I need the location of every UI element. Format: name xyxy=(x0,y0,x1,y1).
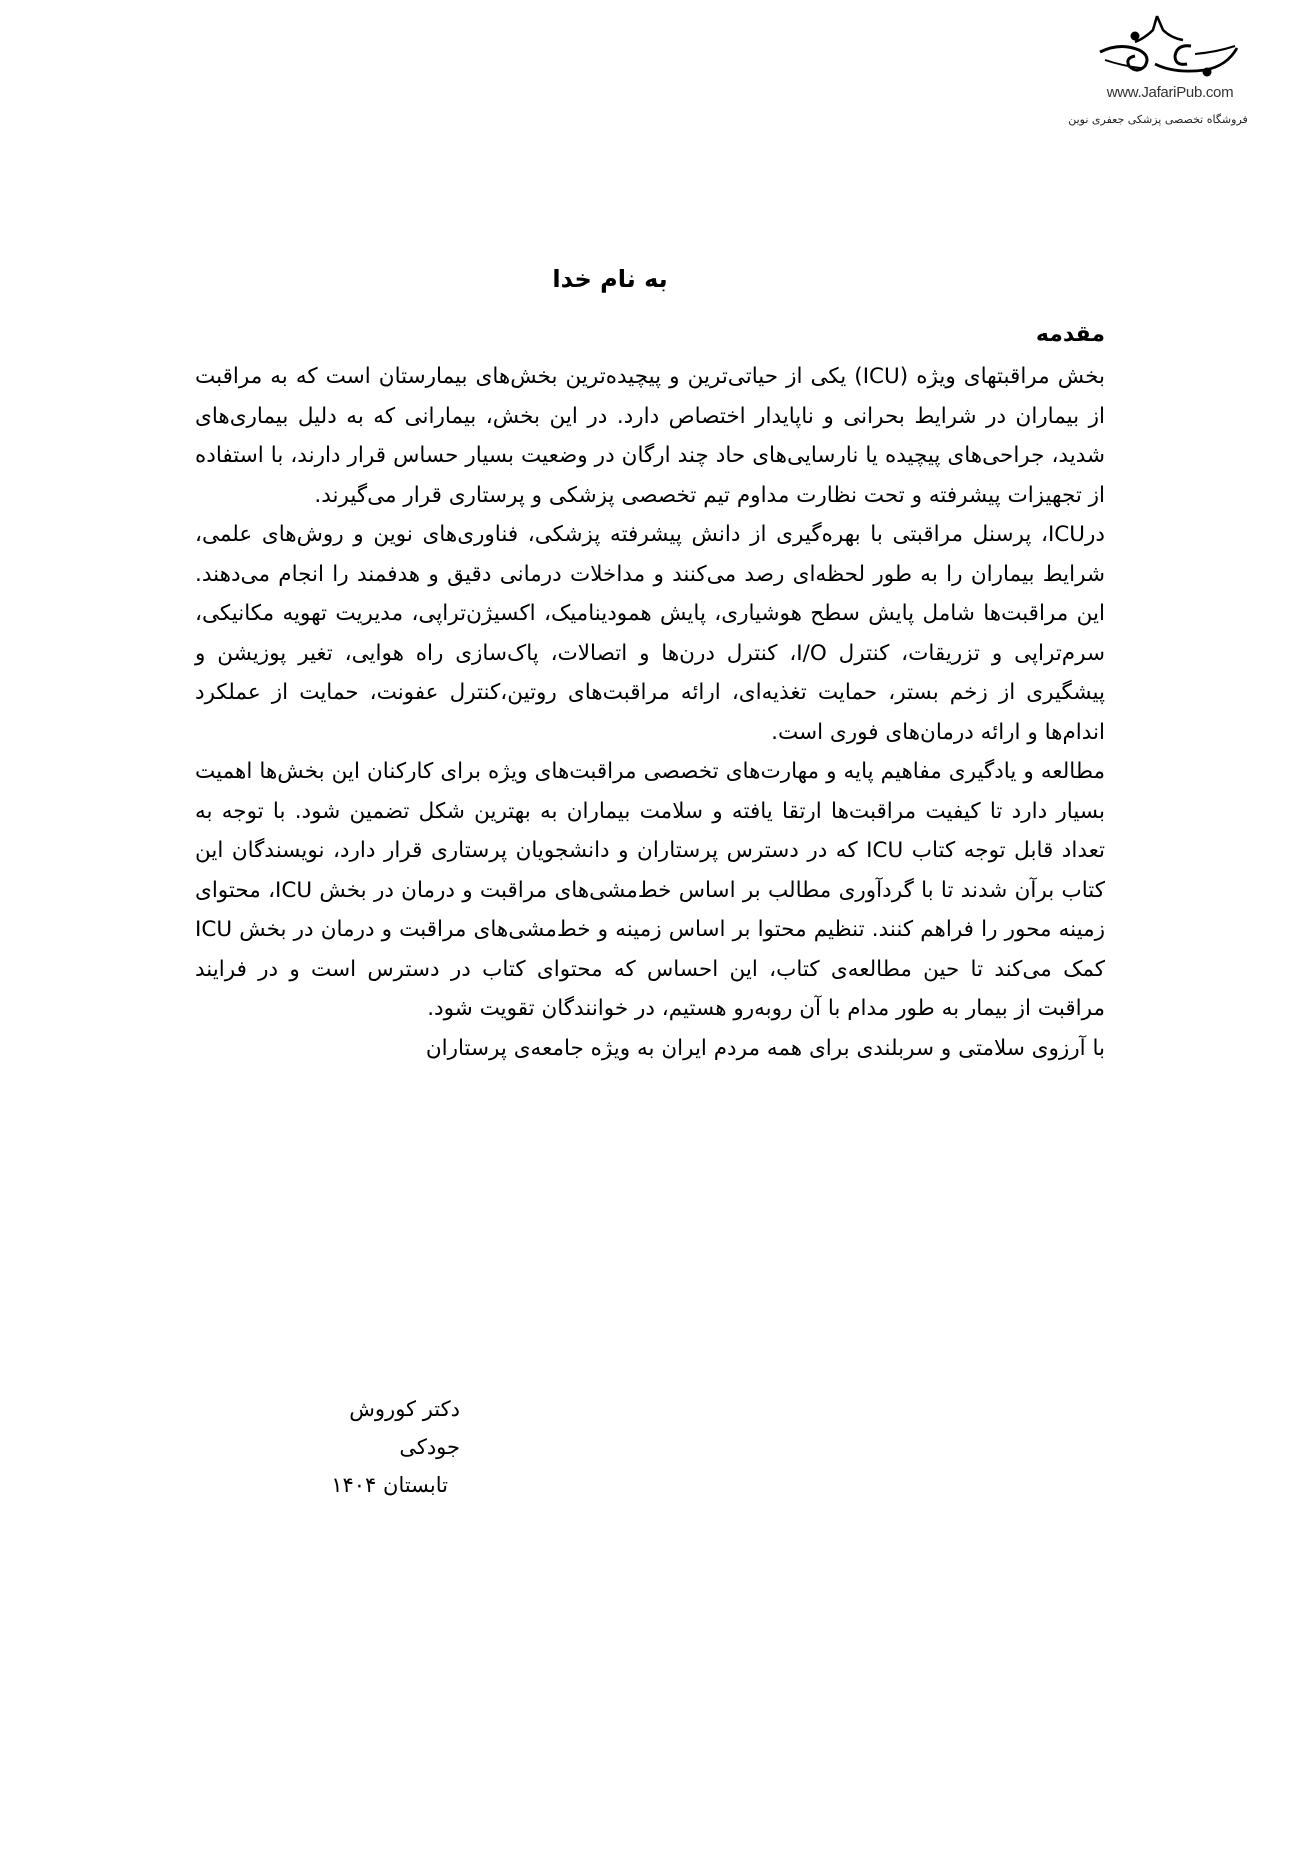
jafari-calligraphy-logo-icon xyxy=(1095,12,1245,82)
publisher-url: www.JafariPub.com xyxy=(1106,84,1234,101)
document-page xyxy=(195,255,1105,1068)
paragraph-1: بخش مراقبتهای ویژه (ICU) یکی از حیاتی‌ترین و پیچیده‌ترین بخش‌های بیمارستان است که به مراقبت از بیماران در شرایط بحرانی و ناپایدار اختصاص دارد. در این بخش، بیمارانی که به دلیل بیماری‌های شدید، جراحی‌های پیچیده یا نارسایی‌های حاد چند ارگان در وضعیت بسیار حساس قرار دارند، با استفاده از تجهیزات پیشرفته و تحت نظارت مداوم تیم تخصصی پزشکی و پرستاری قرار می‌گیرند. xyxy=(195,364,1105,508)
publisher-logo xyxy=(1068,12,1260,126)
section-title-introduction: مقدمه xyxy=(1035,322,1105,347)
paragraph-2: درICU، پرسنل مراقبتی با بهره‌گیری از دانش پیشرفته پزشکی، فناوری‌های نوین و روش‌های علمی، شرایط بیماران را به طور لحظه‌ای رصد می‌کنند و مداخلات درمانی دقیق و هدفمند را انجام می‌دهند. این مراقبت‌ها شامل پایش سطح هوشیاری، پایش همودینامیک، اکسیژن‌تراپی، مدیریت تهویه مکانیکی، سرم‌تراپی و تزریقات، کنترل I/O، کنترل درن‌ها و اتصالات، پاک‌سازی راه هوایی، تغیر پوزیشن و پیشگیری از زخم بستر، حمایت تغذیه‌ای، ارائه مراقبت‌های روتین،کنترل عفونت، حمایت از عملکرد اندام‌ها و ارائه درمان‌های فوری است. xyxy=(195,522,1105,745)
publisher-tagline: فروشگاه تخصصی پزشکی جعفری نوین xyxy=(1068,113,1248,126)
signature-date: تابستان ۱۴۰۴ xyxy=(331,1473,448,1497)
author-name: دکتر کوروش جودکی xyxy=(349,1397,460,1459)
signature-block xyxy=(290,1390,460,1504)
closing-line: با آرزوی سلامتی و سربلندی برای همه مردم ایران به ویژه جامعه‌ی پرستاران xyxy=(425,1035,1105,1061)
page-heading: به نام خدا xyxy=(552,265,668,293)
paragraph-3: مطالعه و یادگیری مفاهیم پایه و مهارت‌های تخصصی مراقبت‌های ویژه برای کارکنان این بخش‌ها اهمیت بسیار دارد تا کیفیت مراقبت‌ها ارتقا یافته و سلامت بیماران به بهترین شکل تضمین شود. با توجه به تعداد قابل توجه کتاب ICU که در دسترس پرستاران و دانشجویان پرستاری قرار دارد، نویسندگان این کتاب برآن شدند تا با گردآوری مطالب بر اساس خط‌مشی‌های مراقبت و درمان در بخش ICU، محتوای زمینه محور را فراهم کنند. تنظیم محتوا بر اساس زمینه و خط‌مشی‌های مراقبت و درمان در بخش ICU کمک می‌کند تا حین مطالعه‌ی کتاب، این احساس که محتوای کتاب در دسترس است و در فرایند مراقبت از بیمار به طور مدام با آن روبه‌رو هستیم، در خوانندگان تقویت شود. xyxy=(195,759,1105,1021)
